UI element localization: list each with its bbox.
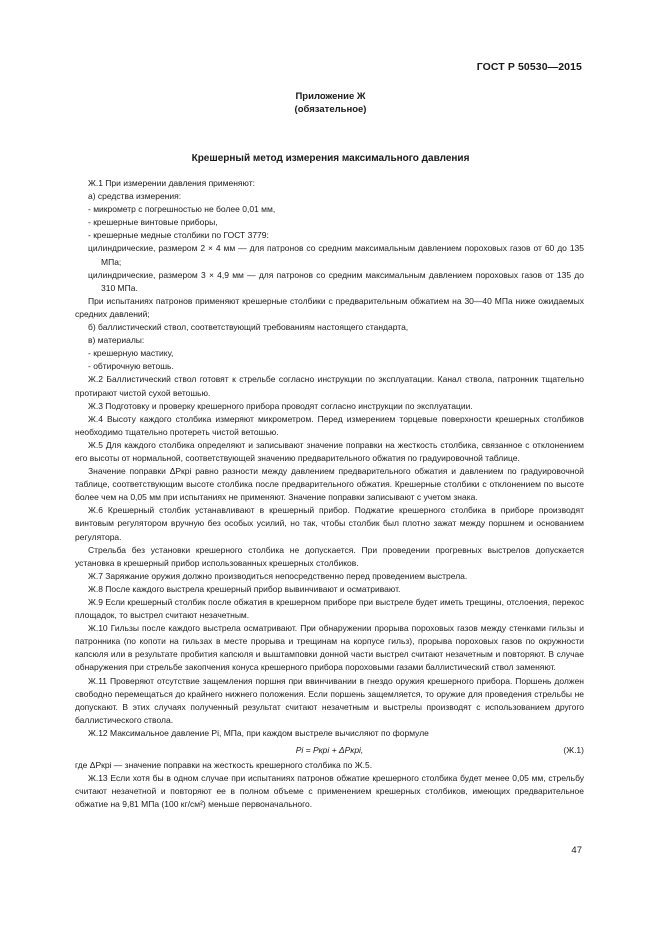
after-formula-paragraphs — [75, 759, 584, 811]
paragraph: - крешерные медные столбики по ГОСТ 3779: — [88, 230, 269, 241]
document-body — [75, 177, 584, 811]
paragraph: Ж.8 После каждого выстрела крешерный прибор вывинчивают и осматривают. — [88, 583, 401, 594]
section-title: Крешерный метод измерения максимального давления — [191, 153, 470, 164]
paragraph: Ж.1 При измерении давления применяют: — [88, 178, 255, 188]
paragraph: Ж.2 Баллистический ствол готовят к стрельбе согласно инструкции по эксплуатации. Канал ствола, патронник тщательно протирают чистой сухой ветошью. — [75, 374, 584, 398]
formula: Pi = Pкрi + ΔPкрi, — [295, 745, 364, 756]
appendix-heading — [0, 90, 661, 116]
paragraph: в) материалы: — [88, 335, 145, 346]
paragraph: Значение поправки ΔPкрi равно разности между давлением предварительного обжатия и давлением по градуировочной таблице, соответствующим высоте столбика после предварительного обжатия. Крешерные столбики с отклонением по высоте более чем на 0,05 мм при испытаниях не применяют. Значение поправки записывают с учетом знака. — [75, 466, 584, 503]
paragraph: Ж.5 Для каждого столбика определяют и записывают значение поправки на жесткость столбика, связанное с отклонением его высоты от нормальной, соответствующей значению предварительного обжатия по градуировочной таблице. — [75, 439, 584, 463]
paragraph: При испытаниях патронов применяют крешерные столбики с предварительным обжатием на 30—40 МПа ниже ожидаемых средних давлений; — [75, 295, 584, 319]
paragraph: Ж.3 Подготовку и проверку крешерного прибора проводят согласно инструкции по эксплуатации. — [88, 400, 473, 411]
paragraph: - обтирочную ветошь. — [88, 361, 174, 372]
formula-number: (Ж.1) — [563, 745, 584, 756]
formula-line — [75, 742, 584, 758]
paragraph: цилиндрические, размером 3 × 4,9 мм — для патронов со средним максимальным давлением пороховых газов от 135 до 310 МПа. — [88, 269, 584, 293]
paragraph: где ΔPкрi — значение поправки на жесткость крешерного столбика по Ж.5. — [75, 760, 373, 771]
paragraph: Ж.13 Если хотя бы в одном случае при испытаниях патронов обжатие крешерного столбика будет менее 0,05 мм, стрельбу считают незачетной и повторяют ее в полном объеме с применением крешерных столбиков, имеющих предварительное обжатие на 9,81 МПа (100 кг/см²) меньше первоначального. — [75, 773, 584, 810]
paragraph: - микрометр с погрешностью не более 0,01 мм, — [88, 204, 276, 215]
page-number: 47 — [571, 845, 582, 856]
paragraph: Ж.7 Заряжание оружия должно производиться непосредственно перед проведением выстрела. — [88, 570, 468, 581]
paragraph: а) средства измерения: — [88, 191, 182, 202]
paragraph: б) баллистический ствол, соответствующий требованиям настоящего стандарта, — [88, 322, 409, 333]
paragraphs — [75, 177, 584, 740]
paragraph: - крешерные винтовые приборы, — [88, 217, 218, 228]
paragraph: Ж.12 Максимальное давление Pi, МПа, при каждом выстреле вычисляют по формуле — [88, 727, 429, 738]
paragraph: цилиндрические, размером 2 × 4 мм — для патронов со средним максимальным давлением пороховых газов от 60 до 135 МПа; — [88, 243, 584, 267]
paragraph: Стрельба без установки крешерного столбика не допускается. При проведении прогревных выстрелов допускается установка в крешерный прибор использованных крешерных столбиков. — [75, 544, 584, 568]
paragraph: - крешерную мастику, — [88, 348, 174, 359]
paragraph: Ж.6 Крешерный столбик устанавливают в крешерный прибор. Поджатие крешерного столбика в приборе производят винтовым регулятором вручную без особых усилий, но так, чтобы столбик был плотно зажат между поршнем и основанием регулятора. — [75, 505, 584, 542]
standard-code: ГОСТ Р 50530—2015 — [476, 61, 582, 73]
paragraph: Ж.9 Если крешерный столбик после обжатия в крешерном приборе при выстреле будет иметь трещины, отслоения, перекос площадок, то выстрел считают незачетным. — [75, 597, 584, 621]
appendix-title: Приложение Ж — [295, 91, 366, 102]
paragraph: Ж.10 Гильзы после каждого выстрела осматривают. При обнаружении прорыва пороховых газов между стенками гильзы и патронника (по копоти на гильзах в месте прорыва и трещинам на корпусе гильз), прорыва пороховых газов по окружности капсюля или в результате пробития капсюля и выштамповки донной части выстрел считают незачетным и повторяют. В случае обнаружения при стрельбе закопчения конуса крешерного прибора пороховыми газами баллистический ствол заменяют. — [75, 623, 584, 673]
paragraph: Ж.11 Проверяют отсутствие защемления поршня при ввинчивании в гнездо оружия крешерного прибора. Поршень должен свободно перемещаться до крайнего нижнего положения. Если поршень защемляется, то оружие для проведения стрельбы не допускают. В этих случаях полученный результат считают незачетным и выстрелы производят с использованием другого баллистического ствола. — [75, 675, 584, 725]
paragraph: Ж.4 Высоту каждого столбика измеряют микрометром. Перед измерением торцевые поверхности крешерных столбиков необходимо тщательно протереть чистой ветошью. — [75, 413, 584, 437]
appendix-subtitle: (обязательное) — [294, 104, 367, 115]
